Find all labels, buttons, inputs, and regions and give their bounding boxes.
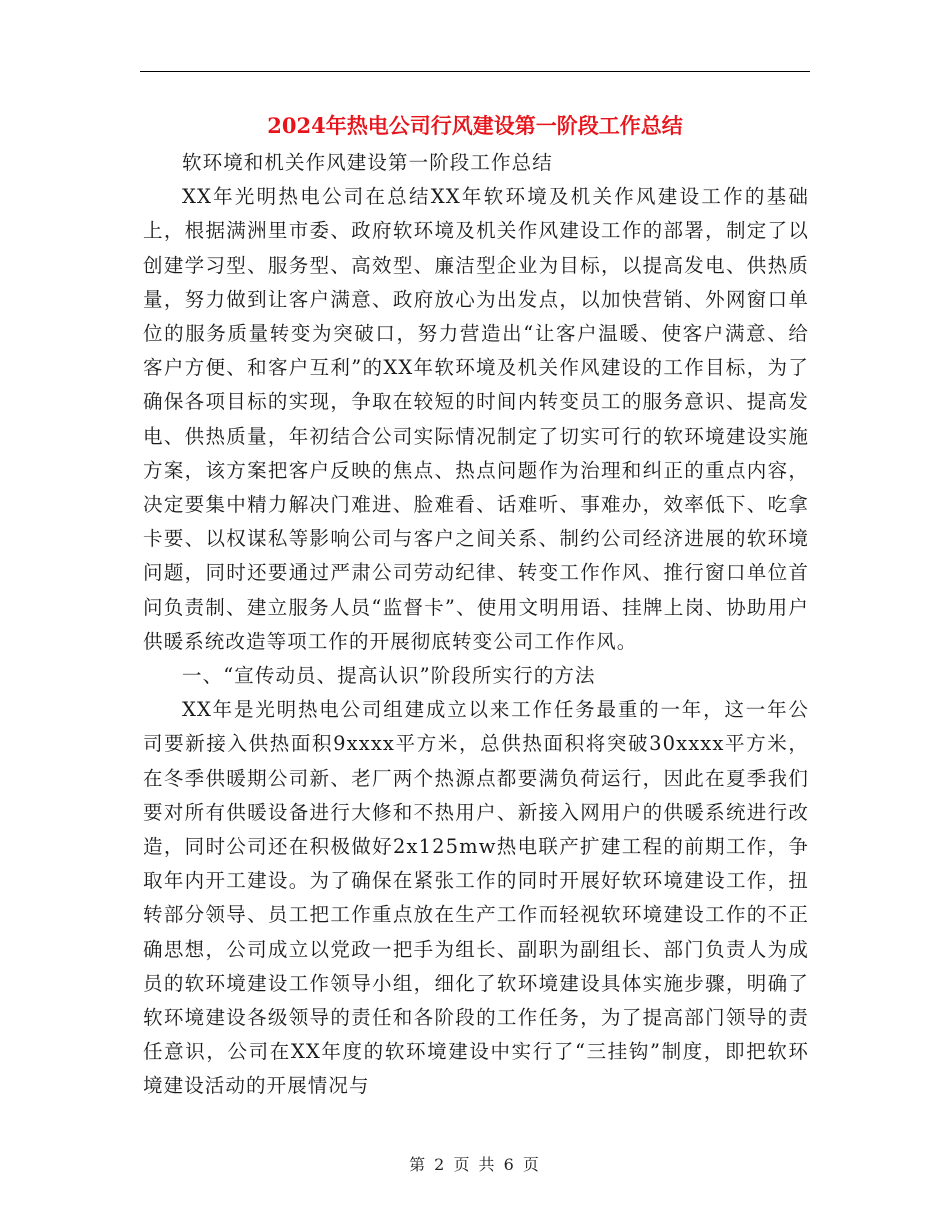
page-number: 第 2 页 共 6 页 — [409, 1155, 541, 1174]
subtitle-paragraph: 软环境和机关作风建设第一阶段工作总结 — [182, 151, 553, 174]
section-heading: 一、“宣传动员、提高认识”阶段所实行的方法 — [182, 664, 596, 688]
document-body — [143, 146, 809, 1104]
document-title: 2024年热电公司行风建设第一阶段工作总结 — [267, 113, 683, 138]
section-paragraph: XX年是光明热电公司组建成立以来工作任务最重的一年，这一年公司要新接入供热面积9xxxx平方米，总供热面积将突破30xxxx平方米，在冬季供暖期公司新、老厂两个热源点都要满负荷运行，因此在夏季我们要对所有供暖设备进行大修和不热用户、新接入网用户的供暖系统进行改造，同时公司还在积极做好2x125mw热电联产扩建工程的前期工作，争取年内开工建设。为了确保在紧张工作的同时开展好软环境建设工作，扭转部分领导、员工把工作重点放在生产工作而轻视软环境建设工作的不正确思想，公司成立以党政一把手为组长、副职为副组长、部门负责人为成员的软环境建设工作领导小组，细化了软环境建设具体实施步骤，明确了软环境建设各级领导的责任和各阶段的工作任务，为了提高部门领导的责任意识，公司在XX年度的软环境建设中实行了“三挂钩”制度，即把软环境建设活动的开展情况与 — [143, 698, 809, 1098]
header-rule — [140, 71, 810, 72]
intro-paragraph: XX年光明热电公司在总结XX年软环境及机关作风建设工作的基础上，根据满洲里市委、政府软环境及机关作风建设工作的部署，制定了以创建学习型、服务型、高效型、廉洁型企业为目标，以提高发电、供热质量，努力做到让客户满意、政府放心为出发点，以加快营销、外网窗口单位的服务质量转变为突破口，努力营造出“让客户温暖、使客户满意、给客户方便、和客户互利”的XX年软环境及机关作风建设的工作目标，为了确保各项目标的实现，争取在较短的时间内转变员工的服务意识、提高发电、供热质量，年初结合公司实际情况制定了切实可行的软环境建设实施方案，该方案把客户反映的焦点、热点问题作为治理和纠正的重点内容，决定要集中精力解决门难进、脸难看、话难听、事难办，效率低下、吃拿卡要、以权谋私等影响公司与客户之间关系、制约公司经济进展的软环境问题，同时还要通过严肃公司劳动纪律、转变工作作风、推行窗口单位首问负责制、建立服务人员“监督卡”、使用文明用语、挂牌上岗、协助用户供暖系统改造等项工作的开展彻底转变公司工作作风。 — [143, 185, 809, 653]
